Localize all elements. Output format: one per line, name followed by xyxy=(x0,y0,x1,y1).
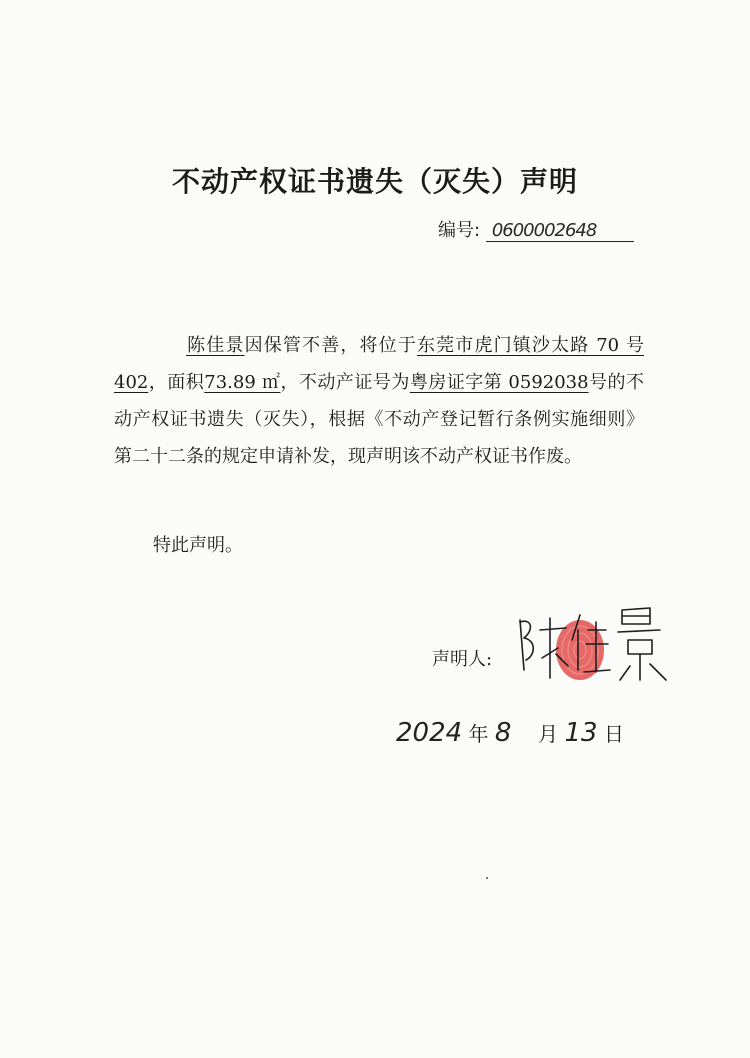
declaration-body xyxy=(114,327,644,475)
certificate-number: 粤房证字第 0592038 xyxy=(409,372,589,393)
document-number-row xyxy=(438,216,634,242)
property-address: 东莞市虎门镇沙太路 70 号 402 xyxy=(114,335,644,393)
document-title: 不动产权证书遗失（灭失）声明 xyxy=(171,165,578,198)
date-day: 13 xyxy=(564,718,598,748)
date-month: 8 xyxy=(494,718,512,748)
closing-statement: 特此声明。 xyxy=(153,535,243,556)
date-year: 2024 xyxy=(396,718,463,748)
signature-date xyxy=(396,718,624,748)
property-area: 73.89 ㎡ xyxy=(204,372,281,393)
body-text-4: 号的不动产权证书遗失（灭失），根据《不动产登记暂行条例实施细则》第二十二条的规定申请补发，现声明该不动产权证书作废。 xyxy=(114,372,645,467)
number-value: 0600002648 xyxy=(486,220,634,242)
date-month-unit: 月 xyxy=(538,722,559,746)
date-day-unit: 日 xyxy=(603,722,624,746)
declarant-label: 声明人: xyxy=(432,649,493,670)
body-text-2: ，面积 xyxy=(148,372,205,393)
handwritten-signature xyxy=(510,600,680,690)
body-text-3: ，不动产证号为 xyxy=(280,372,410,393)
body-text-1: 因保管不善，将位于 xyxy=(244,335,417,356)
date-year-unit: 年 xyxy=(468,722,489,746)
declarant-name: 陈佳景 xyxy=(186,335,245,356)
number-label: 编号: xyxy=(438,220,481,241)
scan-speck xyxy=(486,877,488,879)
